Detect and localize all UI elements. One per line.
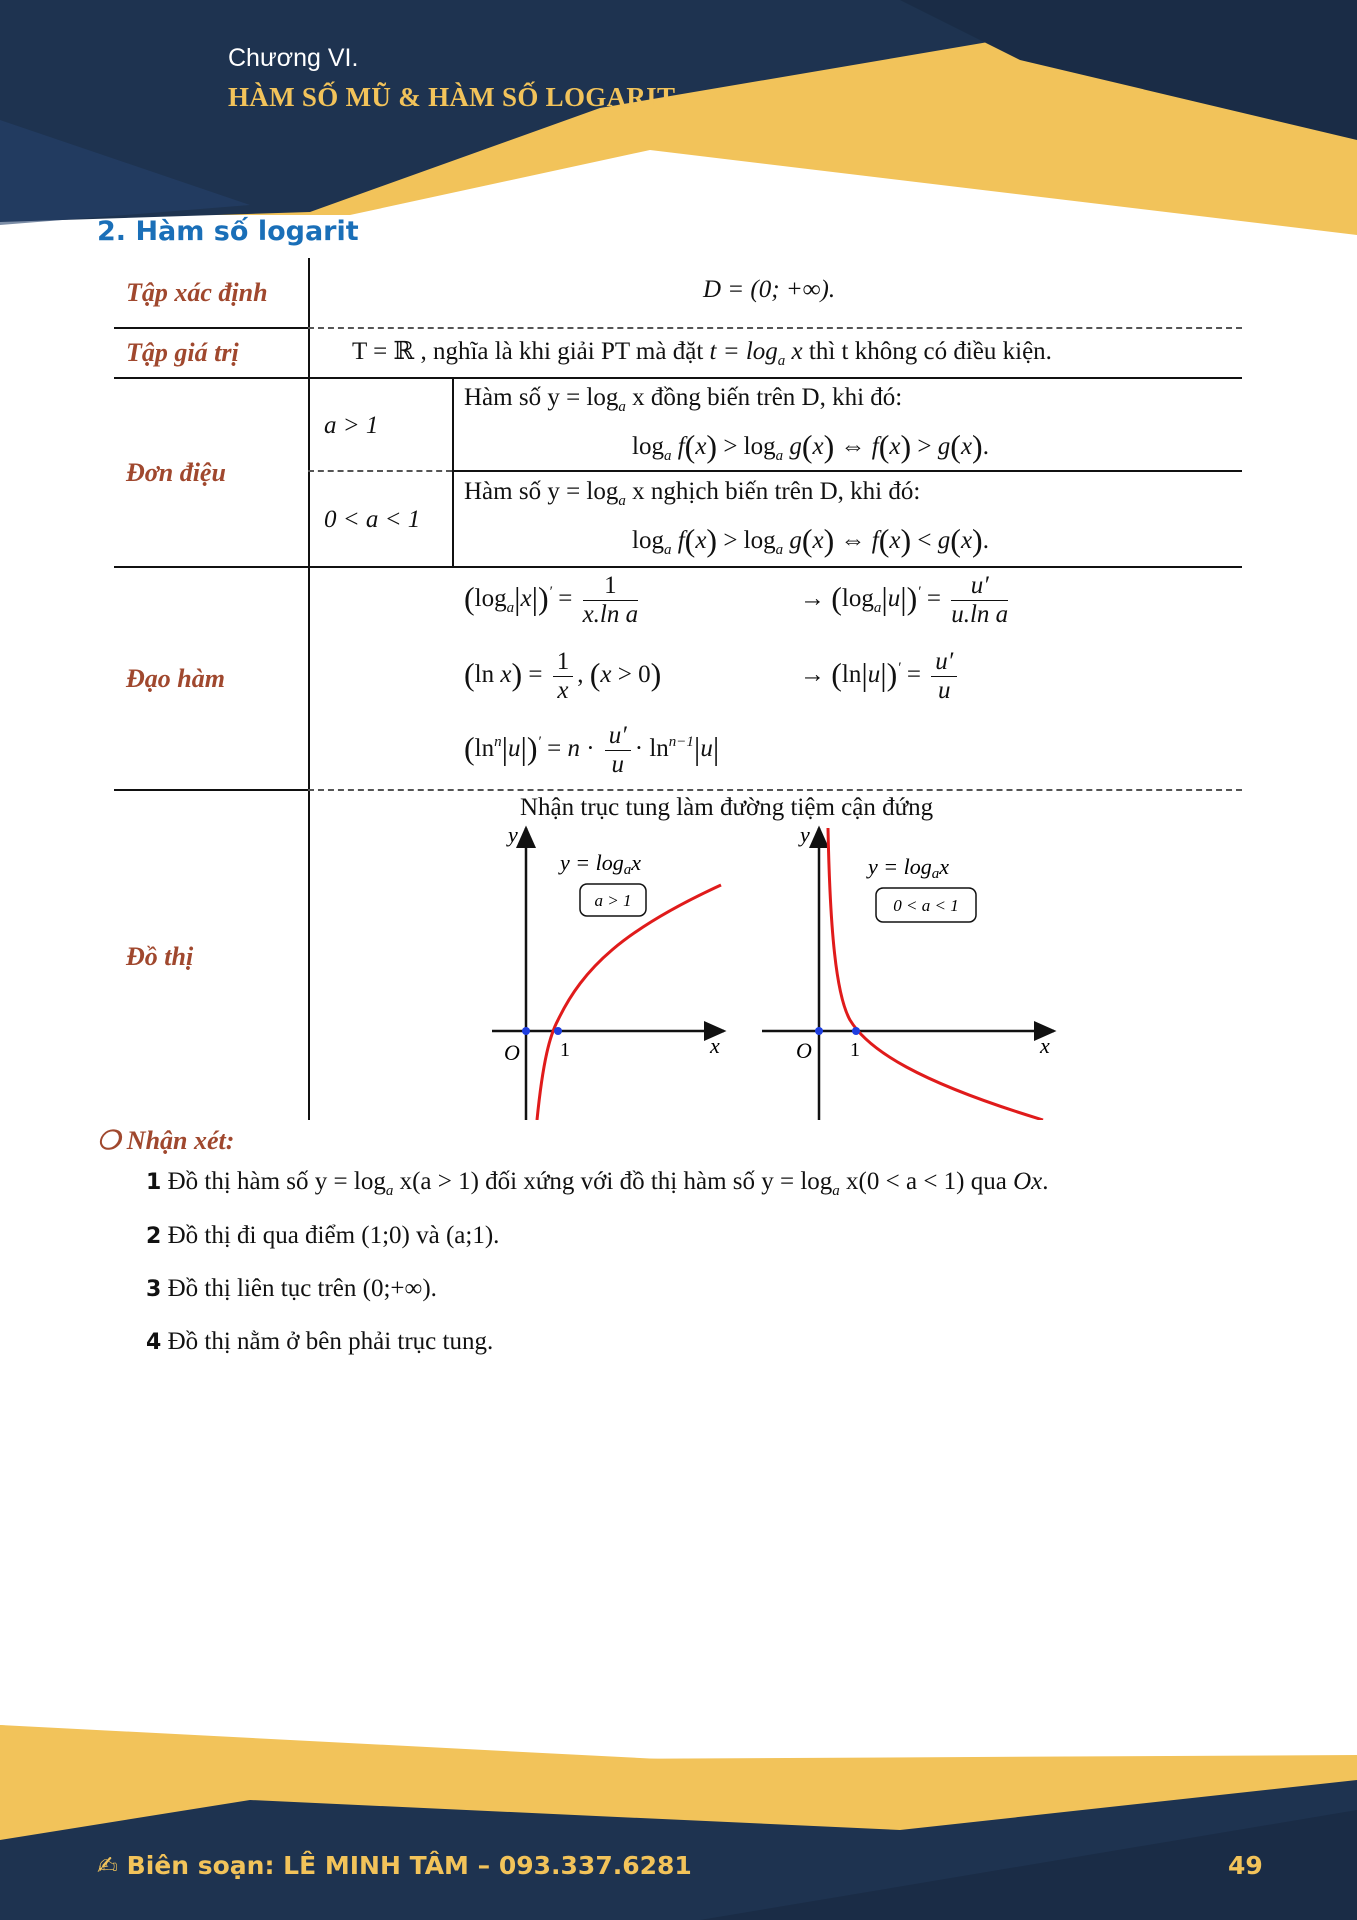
table-divider [114, 377, 1242, 379]
origin-point [815, 1027, 823, 1035]
remark-3: 3 Đồ thị liên tục trên (0;+∞). [146, 1275, 437, 1302]
label-derivative: Đạo hàm [126, 664, 225, 693]
section-title: 2. Hàm số logarit [97, 216, 359, 247]
one-label: 1 [850, 1039, 860, 1061]
case1-condition: a > 1 [324, 412, 379, 439]
derivative-formula-1: $(\log_a|x|)'$ = $\frac{1}{\text{x.ln a}}$ [464, 572, 639, 628]
table-divider [308, 258, 310, 1120]
derivative-formula-4: → (ln|u|)′ = $\frac{u'}{u}$ [800, 648, 961, 705]
condition-label: a > 1 [594, 891, 632, 910]
origin-label: O [504, 1040, 520, 1065]
point-one [554, 1027, 562, 1035]
table-divider [308, 470, 452, 472]
label-domain: Tập xác định [126, 278, 268, 307]
case2-condition: 0 < a < 1 [324, 506, 421, 533]
function-label: y = logax [868, 854, 949, 882]
one-label: 1 [560, 1039, 570, 1061]
table-divider [308, 789, 1242, 791]
footer-banner [0, 1700, 1357, 1920]
x-label: x [1040, 1033, 1050, 1058]
case1-equivalence: $\log_a f(x) > \log_a g(x)$ ⇔ f(x) > g(x). [632, 428, 989, 464]
table-divider [114, 327, 308, 329]
table-divider [452, 470, 1242, 472]
label-monotone: Đơn điệu [126, 458, 226, 487]
table-divider [308, 327, 1242, 329]
case2-statement: Hàm số $y = \log_a x$ nghịch biến trên D, khi đó: [464, 478, 921, 509]
point-one [852, 1027, 860, 1035]
log-curve-increasing [537, 885, 721, 1120]
graph-right [758, 820, 1058, 1120]
remarks-heading: ❍ Nhận xét: [97, 1126, 235, 1155]
chapter-number: Chương VI. [228, 44, 359, 72]
y-label: y [800, 822, 810, 847]
case1-statement: Hàm số $y = \log_a x$ đồng biến trên D, khi đó: [464, 384, 903, 415]
function-label: y = logax [560, 850, 641, 878]
remark-4: 4 Đồ thị nằm ở bên phải trục tung. [146, 1328, 494, 1355]
derivative-formula-3: (ln x) = $\frac{1}{x}$ , (x > 0) [464, 648, 662, 704]
page-number: 49 [1228, 1851, 1263, 1880]
label-range: Tập giá trị [126, 338, 239, 367]
graph-caption: Nhận trục tung làm đường tiệm cận đứng [520, 794, 934, 821]
footer-author: ✍ Biên soạn: LÊ MINH TÂM – 093.337.6281 [97, 1851, 692, 1880]
condition-label: 0 < a < 1 [893, 896, 959, 915]
remark-1: 1 Đồ thị hàm số $y = \log_a x(a > 1)$ đối xứng với đồ thị hàm số $y = \log_a x(0 < a < 1)$ qua Ox. [146, 1168, 1049, 1199]
case2-equivalence: $\log_a f(x) > \log_a g(x)$ ⇔ f(x) < g(x). [632, 522, 989, 558]
x-label: x [710, 1033, 720, 1058]
y-label: y [508, 822, 518, 847]
derivative-formula-2: → $(\log_a|u|)'$ = $\frac{u'}{\text{u.ln a}}$ [800, 572, 1009, 628]
origin-label: O [796, 1038, 812, 1063]
graph-left [488, 820, 728, 1120]
table-divider [114, 566, 1242, 568]
range-value: T = ℝ , nghĩa là khi giải PT mà đặt $t = \log_a x$ thì t không có điều kiện. [352, 338, 1052, 369]
table-divider [114, 789, 308, 791]
label-graph: Đồ thị [126, 942, 194, 971]
derivative-formula-5: $(\ln^n|u|)' = n$ · $\frac{u'}{u}$ · $\ln^{n-1}|u|$ [464, 722, 720, 778]
remark-2: 2 Đồ thị đi qua điểm (1;0) và (a;1). [146, 1222, 500, 1249]
chapter-title: HÀM SỐ MŨ & HÀM SỐ LOGARIT [228, 82, 676, 112]
origin-point [522, 1027, 530, 1035]
domain-value: D = (0; +∞). [703, 276, 836, 303]
